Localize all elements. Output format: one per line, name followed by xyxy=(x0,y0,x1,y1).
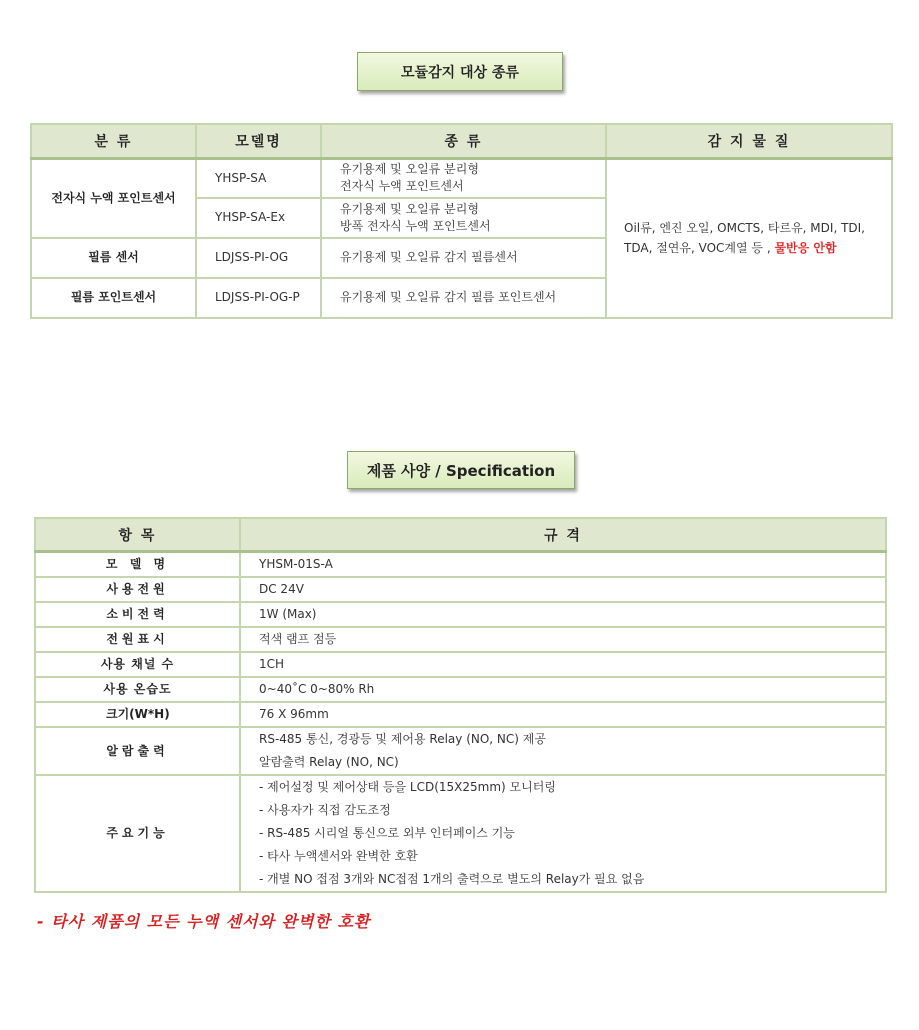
table-header-row xyxy=(31,124,892,159)
substances-text: TDA, 절연유, VOC계열 등 , xyxy=(624,241,775,256)
table-row xyxy=(35,677,886,702)
spec-label: 사용 온습도 xyxy=(35,677,240,702)
feature-line: - 개별 NO 접점 3개와 NC접점 1개의 출력으로 별도의 Relay가 필요 없음 xyxy=(259,872,645,886)
section-title-specification: 제품 사양 / Specification xyxy=(347,451,575,489)
spec-line: 알람출력 Relay (NO, NC) xyxy=(259,755,399,769)
feature-line: - 제어설정 및 제어상태 등을 LCD(15X25mm) 모니터링 xyxy=(259,780,556,794)
type-cell xyxy=(321,159,606,198)
category-cell: 필름 센서 xyxy=(31,238,196,278)
spec-value: 1CH xyxy=(240,652,886,677)
header-item: 항 목 xyxy=(35,518,240,552)
spec-value: 적색 램프 점등 xyxy=(240,627,886,652)
header-model: 모델명 xyxy=(196,124,321,159)
type-line: 유기용제 및 오일류 분리형 xyxy=(340,201,479,216)
spec-label: 모 델 명 xyxy=(35,552,240,578)
substances-line-2 xyxy=(624,238,891,258)
table-row xyxy=(35,577,886,602)
table-row xyxy=(35,775,886,892)
detection-target-table xyxy=(30,123,893,319)
no-water-reaction-note: 물반응 안함 xyxy=(774,241,837,256)
spec-value: YHSM-01S-A xyxy=(240,552,886,578)
compatibility-footer-note: - 타사 제품의 모든 누액 센서와 완벽한 호환 xyxy=(37,912,371,931)
table-row xyxy=(31,159,892,198)
table-row xyxy=(35,627,886,652)
spec-label: 사용 채널 수 xyxy=(35,652,240,677)
feature-line: - RS-485 시리얼 통신으로 외부 인터페이스 기능 xyxy=(259,826,515,840)
model-cell: YHSP-SA-Ex xyxy=(196,198,321,238)
header-category: 분 류 xyxy=(31,124,196,159)
spec-value: 76 X 96mm xyxy=(240,702,886,727)
table-header-row xyxy=(35,518,886,552)
substances-line: Oil류, 엔진 오일, OMCTS, 타르유, MDI, TDI, xyxy=(624,221,865,236)
spec-value xyxy=(240,775,886,892)
table-row xyxy=(35,727,886,775)
header-substances: 감 지 물 질 xyxy=(606,124,892,159)
feature-line: - 타사 누액센서와 완벽한 호환 xyxy=(259,849,418,863)
type-cell xyxy=(321,198,606,238)
spec-label: 알람출력 xyxy=(35,727,240,775)
type-line: 방폭 전자식 누액 포인트센서 xyxy=(340,218,491,233)
table-row xyxy=(35,602,886,627)
table-row xyxy=(35,702,886,727)
spec-label: 사용전원 xyxy=(35,577,240,602)
table-row xyxy=(35,552,886,578)
type-cell: 유기용제 및 오일류 감지 필름센서 xyxy=(321,238,606,278)
section-title-detection-targets: 모듈감지 대상 종류 xyxy=(357,52,563,91)
spec-label: 전원표시 xyxy=(35,627,240,652)
spec-value: 0~40˚C 0~80% Rh xyxy=(240,677,886,702)
feature-line: - 사용자가 직접 감도조정 xyxy=(259,803,391,817)
spec-value: DC 24V xyxy=(240,577,886,602)
header-spec: 규 격 xyxy=(240,518,886,552)
model-cell: YHSP-SA xyxy=(196,159,321,198)
spec-label: 주요기능 xyxy=(35,775,240,892)
category-cell: 전자식 누액 포인트센서 xyxy=(31,159,196,238)
spec-label: 소비전력 xyxy=(35,602,240,627)
type-cell: 유기용제 및 오일류 감지 필름 포인트센서 xyxy=(321,278,606,318)
category-cell: 필름 포인트센서 xyxy=(31,278,196,318)
substances-cell xyxy=(606,159,892,318)
spec-value xyxy=(240,727,886,775)
model-cell: LDJSS-PI-OG xyxy=(196,238,321,278)
specification-table xyxy=(34,517,887,893)
header-type: 종 류 xyxy=(321,124,606,159)
table-row xyxy=(35,652,886,677)
spec-label: 크기(W*H) xyxy=(35,702,240,727)
type-line: 유기용제 및 오일류 분리형 xyxy=(340,162,479,177)
type-line: 전자식 누액 포인트센서 xyxy=(340,179,464,194)
model-cell: LDJSS-PI-OG-P xyxy=(196,278,321,318)
spec-line: RS-485 통신, 경광등 및 제어용 Relay (NO, NC) 제공 xyxy=(259,732,546,746)
spec-value: 1W (Max) xyxy=(240,602,886,627)
